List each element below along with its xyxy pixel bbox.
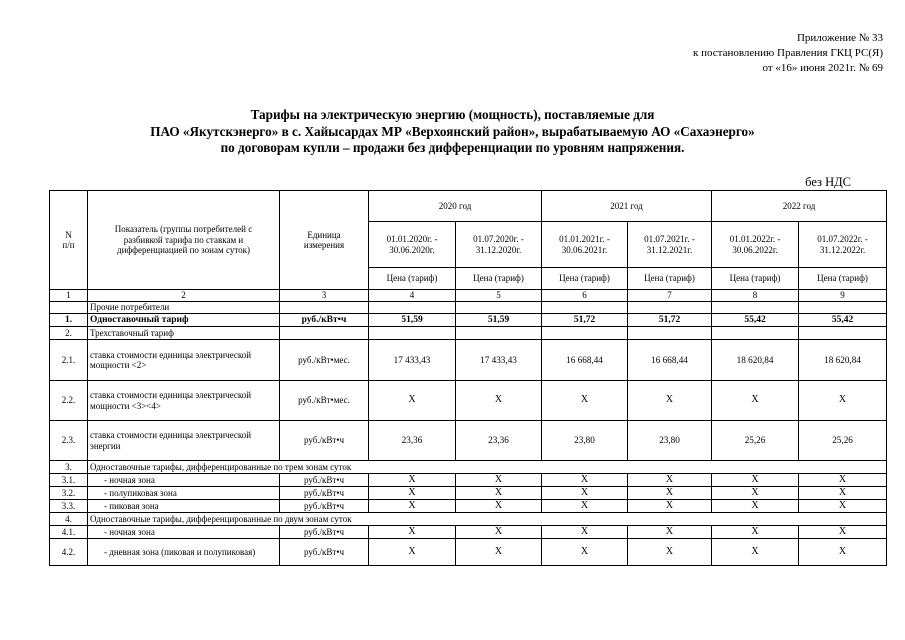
header-period: 01.07.2021г. - 31.12.2021г. bbox=[628, 222, 712, 268]
header-year-2022: 2022 год bbox=[712, 191, 887, 222]
row-num: 4.2. bbox=[50, 539, 88, 566]
row-name: ставка стоимости единицы электрической мощности <3><4> bbox=[88, 381, 280, 421]
cell-value: X bbox=[542, 539, 628, 566]
table-row bbox=[50, 381, 887, 421]
colnum: 4 bbox=[369, 290, 456, 302]
vat-note: без НДС bbox=[805, 175, 851, 189]
cell-value: 55,42 bbox=[799, 314, 887, 327]
cell-value: 23,80 bbox=[542, 421, 628, 461]
colnum: 2 bbox=[88, 290, 280, 302]
title-line-2: ПАО «Якутскэнерго» в с. Хайысардах МР «Верхоянский район», вырабатываемую АО «Сахаэнерго» bbox=[150, 123, 755, 139]
cell-value: X bbox=[542, 381, 628, 421]
colnum: 6 bbox=[542, 290, 628, 302]
cell-value: 51,72 bbox=[542, 314, 628, 327]
cell-value: X bbox=[628, 487, 712, 500]
row-unit: руб./кВт•ч bbox=[280, 474, 369, 487]
cell-value: X bbox=[456, 526, 542, 539]
header-period: 01.07.2020г. - 31.12.2020г. bbox=[456, 222, 542, 268]
cell-value: X bbox=[628, 500, 712, 513]
cell-value: X bbox=[799, 500, 887, 513]
tariff-table bbox=[49, 190, 887, 566]
cell-value: 23,80 bbox=[628, 421, 712, 461]
cell-value: X bbox=[712, 526, 799, 539]
document-title bbox=[0, 107, 905, 157]
cell-value: X bbox=[369, 526, 456, 539]
row-name: - полупиковая зона bbox=[88, 487, 280, 500]
cell-value: 17 433,43 bbox=[369, 340, 456, 381]
row-name: - пиковая зона bbox=[88, 500, 280, 513]
header-period: 01.07.2022г. - 31.12.2022г. bbox=[799, 222, 887, 268]
cell-value: X bbox=[456, 500, 542, 513]
cell-value: X bbox=[712, 487, 799, 500]
cell-value: X bbox=[628, 539, 712, 566]
cell-value: X bbox=[456, 487, 542, 500]
row-unit: руб./кВт•ч bbox=[280, 526, 369, 539]
cell-value: X bbox=[369, 474, 456, 487]
row-num: 2. bbox=[50, 327, 88, 340]
cell-value: X bbox=[628, 474, 712, 487]
title-line-1: Тарифы на электрическую энергию (мощность), поставляемые для bbox=[250, 107, 655, 122]
colnum: 5 bbox=[456, 290, 542, 302]
header-price: Цена (тариф) bbox=[712, 268, 799, 290]
header-price: Цена (тариф) bbox=[456, 268, 542, 290]
cell-value: X bbox=[628, 381, 712, 421]
cell-value: 16 668,44 bbox=[542, 340, 628, 381]
header-period: 01.01.2020г. - 30.06.2020г. bbox=[369, 222, 456, 268]
cell-value: X bbox=[542, 526, 628, 539]
table-row bbox=[50, 421, 887, 461]
row-num: 3.2. bbox=[50, 487, 88, 500]
header-price: Цена (тариф) bbox=[799, 268, 887, 290]
header-period: 01.01.2022г. - 30.06.2022г. bbox=[712, 222, 799, 268]
cell-value: X bbox=[628, 526, 712, 539]
cell-value: X bbox=[712, 500, 799, 513]
cell-value: 23,36 bbox=[369, 421, 456, 461]
row-unit: руб./кВт•ч bbox=[280, 500, 369, 513]
cell-value: X bbox=[799, 487, 887, 500]
header-year-2020: 2020 год bbox=[369, 191, 542, 222]
table-row bbox=[50, 539, 887, 566]
table-row bbox=[50, 314, 887, 327]
row-num: 2.3. bbox=[50, 421, 88, 461]
cell-value: X bbox=[712, 381, 799, 421]
annex-line-2: к постановлению Правления ГКЦ РС(Я) bbox=[693, 47, 883, 59]
header-indicator: Показатель (группы потребителей с разбивкой тарифа по ставкам и дифференциацией по зонам суток) bbox=[88, 191, 280, 290]
table-row bbox=[50, 513, 887, 526]
section-other-consumers: Прочие потребители bbox=[88, 302, 280, 314]
cell-value: X bbox=[369, 381, 456, 421]
cell-value: X bbox=[369, 539, 456, 566]
header-price: Цена (тариф) bbox=[369, 268, 456, 290]
annex-line-3: от «16» июня 2021г. № 69 bbox=[762, 62, 883, 74]
cell-value: 18 620,84 bbox=[712, 340, 799, 381]
cell-value: X bbox=[799, 539, 887, 566]
cell-value: 18 620,84 bbox=[799, 340, 887, 381]
cell-value: 25,26 bbox=[799, 421, 887, 461]
cell-value: 51,72 bbox=[628, 314, 712, 327]
cell-value: X bbox=[369, 487, 456, 500]
header-num: N п/п bbox=[50, 191, 88, 290]
header-price: Цена (тариф) bbox=[628, 268, 712, 290]
cell-value: X bbox=[799, 474, 887, 487]
row-unit: руб./кВт•ч bbox=[280, 539, 369, 566]
annex-block bbox=[693, 31, 883, 76]
cell-value: X bbox=[542, 474, 628, 487]
cell-value: X bbox=[369, 500, 456, 513]
cell-value: 51,59 bbox=[456, 314, 542, 327]
row-unit: руб./кВт•ч bbox=[280, 421, 369, 461]
cell-value: 25,26 bbox=[712, 421, 799, 461]
row-num: 1. bbox=[50, 314, 88, 327]
header-price: Цена (тариф) bbox=[542, 268, 628, 290]
row-name: Трехставочный тариф bbox=[88, 327, 280, 340]
row-name: Одноставочные тарифы, дифференцированные по трем зонам суток bbox=[88, 461, 887, 474]
row-num: 4.1. bbox=[50, 526, 88, 539]
cell-value: 55,42 bbox=[712, 314, 799, 327]
cell-value: X bbox=[456, 474, 542, 487]
annex-line-1: Приложение № 33 bbox=[796, 32, 883, 44]
table-row bbox=[50, 340, 887, 381]
colnum: 7 bbox=[628, 290, 712, 302]
colnum: 8 bbox=[712, 290, 799, 302]
cell-value: X bbox=[456, 381, 542, 421]
row-num: 3.3. bbox=[50, 500, 88, 513]
header-period: 01.01.2021г. - 30.06.2021г. bbox=[542, 222, 628, 268]
cell-value: 51,59 bbox=[369, 314, 456, 327]
row-name: - ночная зона bbox=[88, 526, 280, 539]
row-num: 2.2. bbox=[50, 381, 88, 421]
colnum: 9 bbox=[799, 290, 887, 302]
table-row bbox=[50, 474, 887, 487]
row-num: 3. bbox=[50, 461, 88, 474]
row-name: Одноставочный тариф bbox=[88, 314, 280, 327]
table-row bbox=[50, 487, 887, 500]
table-row bbox=[50, 461, 887, 474]
cell-value: X bbox=[799, 381, 887, 421]
cell-value: X bbox=[799, 526, 887, 539]
cell-value: X bbox=[712, 539, 799, 566]
row-name: - ночная зона bbox=[88, 474, 280, 487]
row-name: ставка стоимости единицы электрической энергии bbox=[88, 421, 280, 461]
row-unit: руб./кВт•ч bbox=[280, 487, 369, 500]
cell-value: X bbox=[542, 500, 628, 513]
header-year-2021: 2021 год bbox=[542, 191, 712, 222]
row-num: 3.1. bbox=[50, 474, 88, 487]
colnum: 1 bbox=[50, 290, 88, 302]
cell-value: X bbox=[456, 539, 542, 566]
cell-value: 16 668,44 bbox=[628, 340, 712, 381]
row-unit: руб./кВт•мес. bbox=[280, 340, 369, 381]
row-unit: руб./кВт•мес. bbox=[280, 381, 369, 421]
row-name: - дневная зона (пиковая и полупиковая) bbox=[88, 539, 280, 566]
row-num: 2.1. bbox=[50, 340, 88, 381]
header-unit: Единица измерения bbox=[280, 191, 369, 290]
table-row bbox=[50, 526, 887, 539]
table-row bbox=[50, 500, 887, 513]
row-unit: руб./кВт•ч bbox=[280, 314, 369, 327]
row-name: ставка стоимости единицы электрической мощности <2> bbox=[88, 340, 280, 381]
title-line-3: по договорам купли – продажи без дифференциации по уровням напряжения. bbox=[220, 140, 685, 155]
cell-value: X bbox=[542, 487, 628, 500]
cell-value: 23,36 bbox=[456, 421, 542, 461]
cell-value: X bbox=[712, 474, 799, 487]
colnum: 3 bbox=[280, 290, 369, 302]
cell-value: 17 433,43 bbox=[456, 340, 542, 381]
row-name: Одноставочные тарифы, дифференцированные по двум зонам суток bbox=[88, 513, 887, 526]
row-num: 4. bbox=[50, 513, 88, 526]
table-row bbox=[50, 327, 887, 340]
